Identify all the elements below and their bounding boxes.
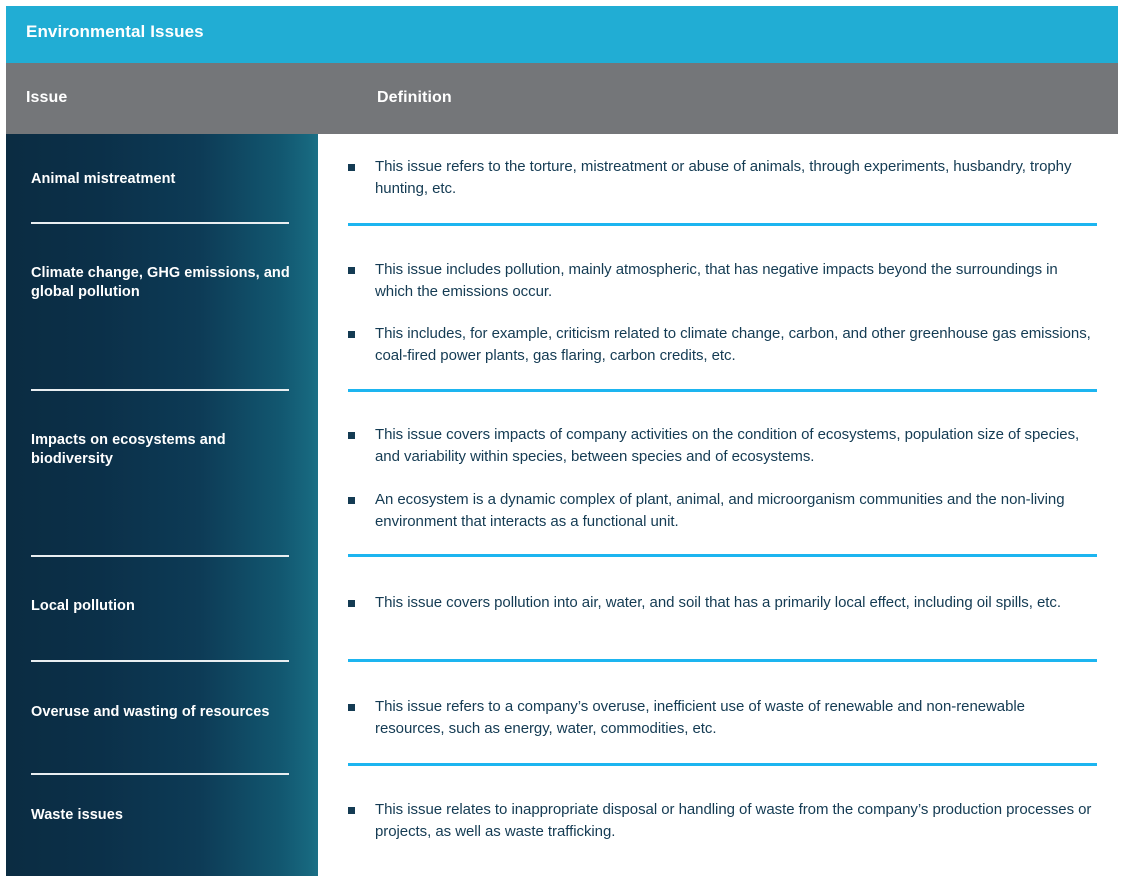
definition-bullet [348,489,1098,533]
definition-text: This issue covers pollution into air, water, and soil that has a primarily local effect, including oil spills, etc. [375,594,1061,611]
square-bullet-icon [348,600,355,607]
definition-bullet [348,799,1098,843]
definition-bullet [348,592,1098,614]
issue-row-divider [31,660,289,662]
column-header-definition: Definition [377,89,452,106]
definition-column [318,134,1118,876]
definition-bullet [348,424,1098,468]
definition-bullet [348,259,1098,303]
issue-column [6,134,318,876]
table-header-band [6,63,1118,134]
definition-text: An ecosystem is a dynamic complex of plant, animal, and microorganism communities and the non-living environment that interacts as a functional unit. [375,491,1065,530]
square-bullet-icon [348,432,355,439]
issue-name: Impacts on ecosystems and biodiversity [31,432,226,467]
issue-name: Overuse and wasting of resources [31,704,270,720]
definition-bullet [348,323,1098,367]
column-header-issue: Issue [26,89,68,106]
issue-name: Climate change, GHG emissions, and global pollution [31,265,290,300]
definition-row-divider [348,223,1097,226]
issue-name: Animal mistreatment [31,171,176,187]
definition-text: This issue includes pollution, mainly atmospheric, that has negative impacts beyond the surroundings in which the emissions occur. [375,261,1058,300]
issue-row-divider [31,773,289,775]
definition-row-divider [348,389,1097,392]
definition-bullet [348,696,1098,740]
definition-row-divider [348,659,1097,662]
square-bullet-icon [348,331,355,338]
issue-row-divider [31,555,289,557]
table-title-band [6,6,1118,63]
definition-text: This issue refers to a company’s overuse, inefficient use of waste of renewable and non-renewable resources, such as energy, water, commodities, etc. [375,698,1025,737]
definition-bullet [348,156,1098,200]
issue-row-divider [31,389,289,391]
definition-text: This issue refers to the torture, mistreatment or abuse of animals, through experiments, husbandry, trophy hunting, etc. [375,158,1072,197]
definition-text: This issue relates to inappropriate disposal or handling of waste from the company’s production processes or projects, as well as waste trafficking. [375,801,1092,840]
issue-row-divider [31,222,289,224]
issue-name: Local pollution [31,598,135,614]
issue-name: Waste issues [31,807,123,823]
square-bullet-icon [348,807,355,814]
square-bullet-icon [348,497,355,504]
page-title: Environmental Issues [26,22,204,41]
definition-text: This includes, for example, criticism related to climate change, carbon, and other greenhouse gas emissions, coal-fired power plants, gas flaring, carbon credits, etc. [375,325,1091,364]
square-bullet-icon [348,164,355,171]
definition-row-divider [348,554,1097,557]
square-bullet-icon [348,704,355,711]
square-bullet-icon [348,267,355,274]
definition-text: This issue covers impacts of company activities on the condition of ecosystems, population size of species, and variability within species, between species and of ecosystems. [375,426,1080,465]
definition-row-divider [348,763,1097,766]
